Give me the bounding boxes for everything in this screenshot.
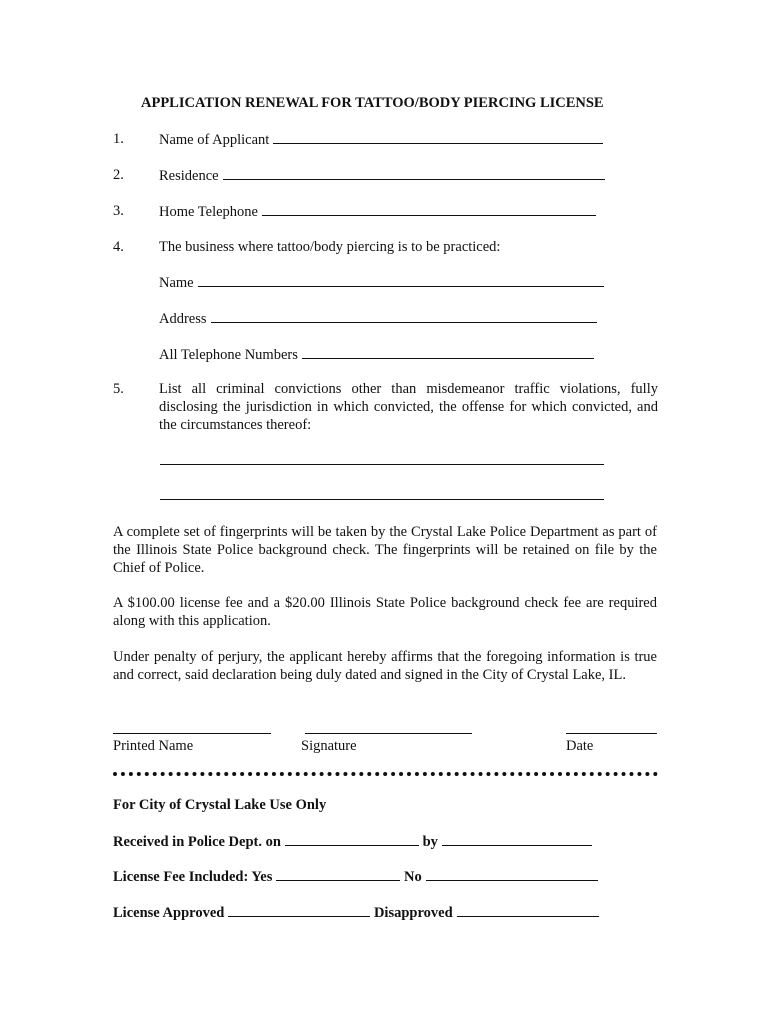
item-3-row bbox=[159, 202, 596, 221]
residence-field[interactable] bbox=[223, 166, 605, 180]
item-1-row bbox=[159, 130, 603, 149]
item-2-row bbox=[159, 166, 605, 185]
applicant-name-field[interactable] bbox=[273, 130, 603, 144]
business-phones-label: All Telephone Numbers bbox=[159, 347, 298, 363]
item-4-number: 4. bbox=[113, 239, 124, 255]
applicant-name-label: Name of Applicant bbox=[159, 132, 270, 148]
approved-label: License Approved bbox=[113, 905, 225, 921]
received-by-label: by bbox=[422, 834, 438, 850]
printed-name-field[interactable] bbox=[113, 733, 271, 734]
disapproved-field[interactable] bbox=[457, 903, 599, 917]
item-2-number: 2. bbox=[113, 167, 124, 183]
date-label: Date bbox=[566, 738, 594, 754]
business-name-field[interactable] bbox=[198, 273, 604, 287]
item-5-number: 5. bbox=[113, 381, 124, 397]
perjury-paragraph: Under penalty of perjury, the applicant hereby affirms that the foregoing information is true and correct, said declaration being duly dated and signed in the City of Crystal Lake, IL. bbox=[113, 649, 657, 683]
business-name-label: Name bbox=[159, 275, 194, 291]
business-phones-field[interactable] bbox=[302, 345, 594, 359]
printed-name-label: Printed Name bbox=[113, 738, 194, 754]
business-name-row bbox=[159, 273, 604, 292]
home-telephone-label: Home Telephone bbox=[159, 204, 258, 220]
business-address-label: Address bbox=[159, 311, 207, 327]
received-row bbox=[113, 832, 592, 851]
business-address-row bbox=[159, 309, 597, 328]
signature-field[interactable] bbox=[305, 733, 472, 734]
dotted-separator bbox=[113, 772, 658, 776]
received-date-field[interactable] bbox=[285, 832, 419, 846]
received-by-field[interactable] bbox=[442, 832, 592, 846]
convictions-line-2[interactable] bbox=[160, 499, 604, 500]
fee-no-field[interactable] bbox=[426, 867, 598, 881]
fingerprints-paragraph: A complete set of fingerprints will be taken by the Crystal Lake Police Department as part of the Illinois State Police background check. The fingerprints will be retained on file by the Chief of Police. bbox=[113, 524, 657, 576]
home-telephone-field[interactable] bbox=[262, 202, 596, 216]
disapproved-label: Disapproved bbox=[373, 905, 453, 921]
fee-no-label: No bbox=[403, 869, 422, 885]
fee-yes-field[interactable] bbox=[276, 867, 400, 881]
received-label: Received in Police Dept. on bbox=[113, 834, 281, 850]
form-title: APPLICATION RENEWAL FOR TATTOO/BODY PIERCING LICENSE bbox=[141, 95, 604, 111]
fee-paragraph: A $100.00 license fee and a $20.00 Illinois State Police background check fee are required along with this application. bbox=[113, 595, 657, 629]
item-1-number: 1. bbox=[113, 131, 124, 147]
business-address-field[interactable] bbox=[211, 309, 597, 323]
convictions-line-1[interactable] bbox=[160, 464, 604, 465]
fee-yes-label: License Fee Included: Yes bbox=[113, 869, 273, 885]
fee-included-row bbox=[113, 867, 598, 886]
business-heading: The business where tattoo/body piercing is to be practiced: bbox=[159, 239, 501, 255]
approval-row bbox=[113, 903, 599, 922]
office-use-heading: For City of Crystal Lake Use Only bbox=[113, 797, 327, 813]
date-field[interactable] bbox=[566, 733, 657, 734]
convictions-instructions: List all criminal convictions other than misdemeanor traffic violations, fully disclosing the jurisdiction in which convicted, the offense for which convicted, and the circumstances thereof: bbox=[159, 381, 658, 433]
business-phones-row bbox=[159, 345, 594, 364]
item-3-number: 3. bbox=[113, 203, 124, 219]
signature-label: Signature bbox=[301, 738, 357, 754]
residence-label: Residence bbox=[159, 168, 219, 184]
approved-field[interactable] bbox=[228, 903, 370, 917]
